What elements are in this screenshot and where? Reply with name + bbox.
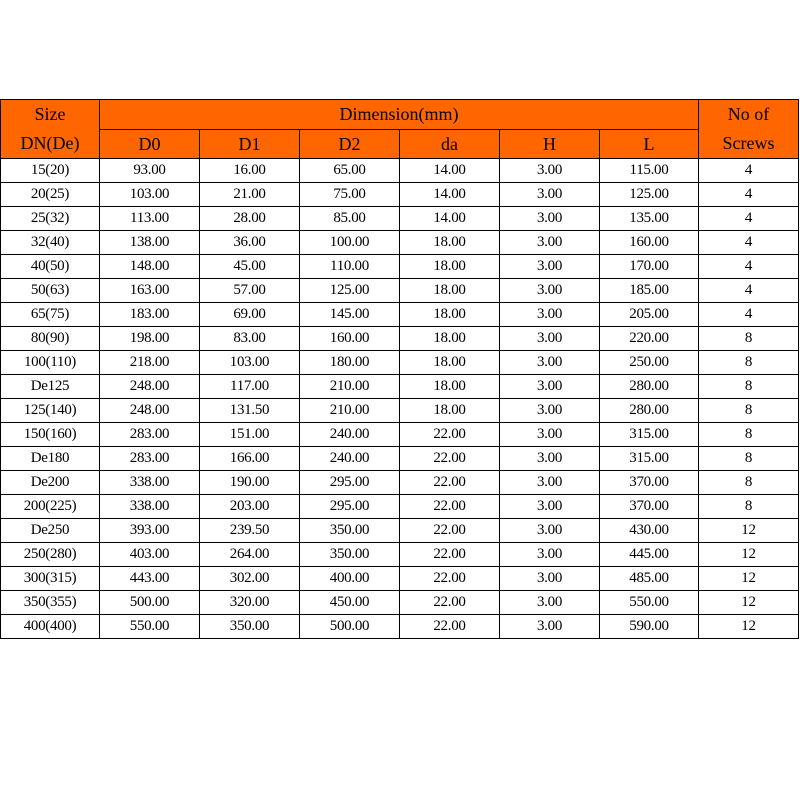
h-cell: 3.00 <box>500 591 600 615</box>
table-row <box>1 495 799 519</box>
d0-cell: 113.00 <box>100 207 200 231</box>
screws-cell: 4 <box>699 255 799 279</box>
d1-cell: 57.00 <box>200 279 300 303</box>
d2-cell: 400.00 <box>300 567 400 591</box>
h-cell: 3.00 <box>500 207 600 231</box>
size-cell: 40(50) <box>1 255 100 279</box>
da-cell: 22.00 <box>400 519 500 543</box>
h-cell: 3.00 <box>500 327 600 351</box>
size-column-header <box>1 100 100 159</box>
da-cell: 22.00 <box>400 495 500 519</box>
d1-cell: 28.00 <box>200 207 300 231</box>
l-cell: 550.00 <box>600 591 699 615</box>
size-label: Size <box>34 104 66 124</box>
l-cell: 115.00 <box>600 159 699 183</box>
h-cell: 3.00 <box>500 615 600 639</box>
size-cell: De200 <box>1 471 100 495</box>
d0-cell: 138.00 <box>100 231 200 255</box>
screws-cell: 4 <box>699 279 799 303</box>
l-cell: 220.00 <box>600 327 699 351</box>
d2-cell: 240.00 <box>300 447 400 471</box>
table-row <box>1 543 799 567</box>
d1-column-header: D1 <box>200 129 300 159</box>
header-row-1 <box>1 100 799 130</box>
screws-cell: 12 <box>699 519 799 543</box>
table-row <box>1 423 799 447</box>
h-cell: 3.00 <box>500 495 600 519</box>
d2-cell: 240.00 <box>300 423 400 447</box>
h-cell: 3.00 <box>500 471 600 495</box>
screws-cell: 12 <box>699 615 799 639</box>
d1-cell: 83.00 <box>200 327 300 351</box>
size-cell: 15(20) <box>1 159 100 183</box>
l-cell: 280.00 <box>600 375 699 399</box>
table-row <box>1 231 799 255</box>
d2-cell: 145.00 <box>300 303 400 327</box>
h-cell: 3.00 <box>500 183 600 207</box>
size-cell: 25(32) <box>1 207 100 231</box>
d2-cell: 75.00 <box>300 183 400 207</box>
d0-cell: 500.00 <box>100 591 200 615</box>
table-row <box>1 615 799 639</box>
size-cell: 200(225) <box>1 495 100 519</box>
da-cell: 18.00 <box>400 399 500 423</box>
d2-cell: 295.00 <box>300 495 400 519</box>
screws-cell: 12 <box>699 591 799 615</box>
size-cell: De250 <box>1 519 100 543</box>
d1-cell: 45.00 <box>200 255 300 279</box>
d2-cell: 100.00 <box>300 231 400 255</box>
d2-cell: 85.00 <box>300 207 400 231</box>
h-cell: 3.00 <box>500 303 600 327</box>
da-cell: 22.00 <box>400 471 500 495</box>
h-cell: 3.00 <box>500 543 600 567</box>
screws-cell: 8 <box>699 399 799 423</box>
screws-cell: 8 <box>699 447 799 471</box>
d1-cell: 36.00 <box>200 231 300 255</box>
l-cell: 370.00 <box>600 495 699 519</box>
table-row <box>1 255 799 279</box>
d0-cell: 248.00 <box>100 399 200 423</box>
d2-cell: 180.00 <box>300 351 400 375</box>
table-row <box>1 519 799 543</box>
h-cell: 3.00 <box>500 519 600 543</box>
h-column-header: H <box>500 129 600 159</box>
table-row <box>1 279 799 303</box>
da-cell: 22.00 <box>400 591 500 615</box>
d1-cell: 264.00 <box>200 543 300 567</box>
table-row <box>1 375 799 399</box>
d0-cell: 393.00 <box>100 519 200 543</box>
d1-cell: 21.00 <box>200 183 300 207</box>
l-cell: 315.00 <box>600 423 699 447</box>
size-cell: 20(25) <box>1 183 100 207</box>
d2-cell: 500.00 <box>300 615 400 639</box>
d0-cell: 248.00 <box>100 375 200 399</box>
screws-cell: 4 <box>699 183 799 207</box>
d1-cell: 151.00 <box>200 423 300 447</box>
d0-cell: 93.00 <box>100 159 200 183</box>
table-row <box>1 327 799 351</box>
screws-cell: 8 <box>699 327 799 351</box>
size-cell: 400(400) <box>1 615 100 639</box>
d2-cell: 350.00 <box>300 519 400 543</box>
d0-column-header: D0 <box>100 129 200 159</box>
d2-cell: 295.00 <box>300 471 400 495</box>
table-row <box>1 183 799 207</box>
screws-cell: 8 <box>699 471 799 495</box>
d0-cell: 338.00 <box>100 471 200 495</box>
size-sublabel: DN(De) <box>20 133 80 153</box>
da-cell: 14.00 <box>400 159 500 183</box>
da-cell: 22.00 <box>400 447 500 471</box>
size-cell: 65(75) <box>1 303 100 327</box>
da-cell: 18.00 <box>400 231 500 255</box>
d1-cell: 131.50 <box>200 399 300 423</box>
screws-cell: 4 <box>699 159 799 183</box>
l-cell: 170.00 <box>600 255 699 279</box>
d2-cell: 65.00 <box>300 159 400 183</box>
size-cell: 32(40) <box>1 231 100 255</box>
da-cell: 18.00 <box>400 255 500 279</box>
h-cell: 3.00 <box>500 423 600 447</box>
da-cell: 18.00 <box>400 375 500 399</box>
h-cell: 3.00 <box>500 399 600 423</box>
d1-cell: 190.00 <box>200 471 300 495</box>
d2-column-header: D2 <box>300 129 400 159</box>
screws-column-header <box>699 100 799 159</box>
h-cell: 3.00 <box>500 567 600 591</box>
d1-cell: 239.50 <box>200 519 300 543</box>
table-row <box>1 159 799 183</box>
table-row <box>1 351 799 375</box>
d1-cell: 117.00 <box>200 375 300 399</box>
d1-cell: 302.00 <box>200 567 300 591</box>
l-cell: 445.00 <box>600 543 699 567</box>
table-header <box>1 100 799 159</box>
l-cell: 160.00 <box>600 231 699 255</box>
size-cell: 125(140) <box>1 399 100 423</box>
d0-cell: 218.00 <box>100 351 200 375</box>
screws-cell: 8 <box>699 351 799 375</box>
da-cell: 22.00 <box>400 423 500 447</box>
table-row <box>1 447 799 471</box>
screws-cell: 8 <box>699 495 799 519</box>
d0-cell: 103.00 <box>100 183 200 207</box>
d2-cell: 160.00 <box>300 327 400 351</box>
size-cell: 350(355) <box>1 591 100 615</box>
d0-cell: 198.00 <box>100 327 200 351</box>
da-cell: 22.00 <box>400 567 500 591</box>
table-row <box>1 399 799 423</box>
da-cell: 18.00 <box>400 327 500 351</box>
d1-cell: 166.00 <box>200 447 300 471</box>
table-body <box>1 159 799 639</box>
d1-cell: 350.00 <box>200 615 300 639</box>
l-cell: 280.00 <box>600 399 699 423</box>
d2-cell: 125.00 <box>300 279 400 303</box>
l-cell: 135.00 <box>600 207 699 231</box>
table-row <box>1 567 799 591</box>
size-cell: 100(110) <box>1 351 100 375</box>
dimension-group-header: Dimension(mm) <box>100 100 699 130</box>
da-cell: 18.00 <box>400 279 500 303</box>
screws-cell: 12 <box>699 567 799 591</box>
d1-cell: 320.00 <box>200 591 300 615</box>
d1-cell: 203.00 <box>200 495 300 519</box>
table-row <box>1 591 799 615</box>
d2-cell: 450.00 <box>300 591 400 615</box>
d0-cell: 148.00 <box>100 255 200 279</box>
screws-cell: 12 <box>699 543 799 567</box>
screws-cell: 4 <box>699 303 799 327</box>
screws-cell: 4 <box>699 207 799 231</box>
h-cell: 3.00 <box>500 159 600 183</box>
d0-cell: 283.00 <box>100 423 200 447</box>
screws-cell: 8 <box>699 375 799 399</box>
size-cell: 150(160) <box>1 423 100 447</box>
l-cell: 250.00 <box>600 351 699 375</box>
d0-cell: 283.00 <box>100 447 200 471</box>
h-cell: 3.00 <box>500 447 600 471</box>
l-cell: 430.00 <box>600 519 699 543</box>
da-column-header: da <box>400 129 500 159</box>
d0-cell: 183.00 <box>100 303 200 327</box>
da-cell: 22.00 <box>400 543 500 567</box>
d0-cell: 550.00 <box>100 615 200 639</box>
h-cell: 3.00 <box>500 231 600 255</box>
l-cell: 185.00 <box>600 279 699 303</box>
h-cell: 3.00 <box>500 255 600 279</box>
d1-cell: 16.00 <box>200 159 300 183</box>
h-cell: 3.00 <box>500 279 600 303</box>
l-cell: 205.00 <box>600 303 699 327</box>
da-cell: 18.00 <box>400 303 500 327</box>
screws-cell: 8 <box>699 423 799 447</box>
d2-cell: 210.00 <box>300 399 400 423</box>
l-cell: 590.00 <box>600 615 699 639</box>
d0-cell: 338.00 <box>100 495 200 519</box>
size-cell: 300(315) <box>1 567 100 591</box>
d0-cell: 403.00 <box>100 543 200 567</box>
l-cell: 125.00 <box>600 183 699 207</box>
size-cell: De180 <box>1 447 100 471</box>
d1-cell: 69.00 <box>200 303 300 327</box>
screws-label: No of <box>727 104 770 124</box>
l-cell: 485.00 <box>600 567 699 591</box>
table-row <box>1 207 799 231</box>
da-cell: 14.00 <box>400 183 500 207</box>
da-cell: 14.00 <box>400 207 500 231</box>
table-row <box>1 303 799 327</box>
flange-dimension-table <box>0 99 799 639</box>
l-cell: 370.00 <box>600 471 699 495</box>
l-column-header: L <box>600 129 699 159</box>
d0-cell: 443.00 <box>100 567 200 591</box>
d2-cell: 110.00 <box>300 255 400 279</box>
d1-cell: 103.00 <box>200 351 300 375</box>
l-cell: 315.00 <box>600 447 699 471</box>
da-cell: 22.00 <box>400 615 500 639</box>
d2-cell: 210.00 <box>300 375 400 399</box>
size-cell: 50(63) <box>1 279 100 303</box>
h-cell: 3.00 <box>500 375 600 399</box>
d0-cell: 163.00 <box>100 279 200 303</box>
table-row <box>1 471 799 495</box>
screws-sublabel: Screws <box>722 133 775 153</box>
d2-cell: 350.00 <box>300 543 400 567</box>
screws-cell: 4 <box>699 231 799 255</box>
da-cell: 18.00 <box>400 351 500 375</box>
size-cell: De125 <box>1 375 100 399</box>
size-cell: 80(90) <box>1 327 100 351</box>
size-cell: 250(280) <box>1 543 100 567</box>
header-row-2 <box>1 129 799 159</box>
h-cell: 3.00 <box>500 351 600 375</box>
